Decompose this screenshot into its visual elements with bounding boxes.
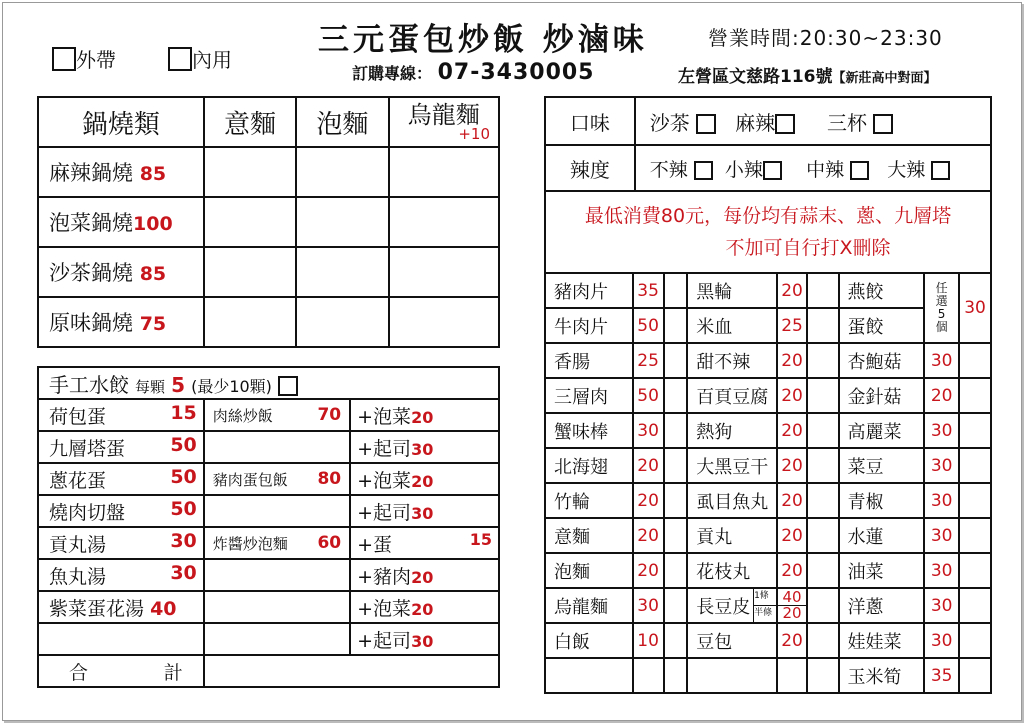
- qty-cell[interactable]: [664, 588, 688, 623]
- dumpling-pick-price: 30: [959, 273, 991, 343]
- lumei-item: 泡麵: [545, 553, 633, 588]
- lumei-item: 蟹味棒: [545, 413, 633, 448]
- side-item: 燒肉切盤 50: [38, 495, 204, 527]
- qty-cell[interactable]: [664, 518, 688, 553]
- side-item: 九層塔蛋 50: [38, 431, 204, 463]
- total-value-cell[interactable]: [204, 655, 499, 687]
- qty-cell[interactable]: [959, 448, 991, 483]
- lumei-item: 杏鮑菇: [839, 343, 925, 378]
- order-cell[interactable]: [296, 297, 388, 347]
- lumei-item: 燕餃: [839, 273, 925, 308]
- addon-item: +泡菜20: [350, 463, 499, 495]
- lumei-price: 20: [777, 448, 807, 483]
- takeout-checkbox[interactable]: [52, 47, 76, 71]
- empty-cell: [807, 658, 839, 693]
- addon-item: +起司30: [350, 623, 499, 655]
- lumei-item: 百頁豆腐: [687, 378, 777, 413]
- lumei-item: [687, 588, 777, 623]
- flavor-checkbox[interactable]: [775, 114, 795, 134]
- pot-row-name: 泡菜鍋燒100: [38, 197, 204, 247]
- lumei-item: 水蓮: [839, 518, 925, 553]
- lumei-item: 玉米筍: [839, 658, 925, 693]
- order-cell[interactable]: [296, 147, 388, 197]
- lumei-item: 牛肉片: [545, 308, 633, 343]
- lumei-table: [544, 272, 992, 694]
- addon-item: +豬肉20: [350, 559, 499, 591]
- qty-cell[interactable]: [664, 273, 688, 308]
- spice-checkbox[interactable]: [694, 161, 713, 180]
- dine-in-option[interactable]: [168, 44, 232, 73]
- udon-extra: +10: [458, 124, 490, 143]
- lumei-price: 20: [777, 553, 807, 588]
- qty-cell[interactable]: [959, 483, 991, 518]
- order-cell[interactable]: [296, 247, 388, 297]
- pot-row-name: 原味鍋燒 75: [38, 297, 204, 347]
- order-line: [352, 60, 595, 85]
- pot-row-price: 85: [139, 163, 167, 185]
- pot-row-price: 75: [139, 313, 167, 335]
- qty-cell[interactable]: [664, 553, 688, 588]
- lumei-price: 30: [924, 588, 959, 623]
- qty-cell[interactable]: [807, 308, 839, 343]
- flavor-label: 口味: [545, 97, 635, 145]
- lumei-item: 貢丸: [687, 518, 777, 553]
- rice-item: 豬肉蛋包飯 80: [204, 463, 350, 495]
- order-cell[interactable]: [296, 197, 388, 247]
- lumei-price: 30: [924, 518, 959, 553]
- dumpling-price: 5: [171, 372, 186, 397]
- dine-in-checkbox[interactable]: [168, 47, 192, 71]
- instant-noodle-header: 泡麵: [296, 97, 388, 147]
- dumpling-per: 每顆: [135, 377, 166, 396]
- spice-checkbox[interactable]: [763, 161, 782, 180]
- qty-cell[interactable]: [807, 518, 839, 553]
- notice-line-1: 最低消費80元，每份均有蒜末、蔥、九層塔: [584, 205, 952, 227]
- takeout-option[interactable]: [52, 44, 116, 73]
- empty-cell: [204, 559, 350, 591]
- dumpling-name: 手工水餃: [49, 372, 129, 397]
- qty-cell[interactable]: [664, 378, 688, 413]
- dumpling-pick-text: 任選5個: [935, 281, 948, 334]
- lumei-price: 20: [633, 483, 664, 518]
- addon-item: +起司30: [350, 495, 499, 527]
- lumei-price: 35: [924, 658, 959, 693]
- lumei-price: 30: [633, 413, 664, 448]
- dumpling-row: [38, 367, 499, 399]
- empty-cell: [204, 495, 350, 527]
- lumei-price: 20: [633, 448, 664, 483]
- empty-cell: [664, 658, 688, 693]
- qty-cell[interactable]: [664, 483, 688, 518]
- lumei-item: 三層肉: [545, 378, 633, 413]
- empty-cell: [777, 658, 807, 693]
- lumei-price: 20: [777, 413, 807, 448]
- empty-cell: [204, 623, 350, 655]
- address: 左營區文慈路116號: [678, 67, 833, 87]
- flavor-options: 沙茶 麻辣 三杯: [635, 97, 991, 145]
- lumei-item: 北海翅: [545, 448, 633, 483]
- qty-cell[interactable]: [959, 623, 991, 658]
- qty-cell[interactable]: [807, 273, 839, 308]
- qty-cell[interactable]: [664, 623, 688, 658]
- flavor-checkbox[interactable]: [696, 114, 716, 134]
- address-note: 【新莊高中對面】: [832, 71, 937, 86]
- qty-cell[interactable]: [807, 448, 839, 483]
- notice-line-2: 不加可自行打X刪除: [725, 237, 891, 259]
- lumei-item: 大黑豆干: [687, 448, 777, 483]
- bean-skin-size: 1條 半條: [753, 589, 776, 622]
- order-cell[interactable]: [389, 147, 499, 197]
- lumei-item: 娃娃菜: [839, 623, 925, 658]
- total-label: 合 計: [38, 655, 204, 687]
- dine-in-label: 內用: [192, 48, 232, 72]
- qty-cell[interactable]: [959, 588, 991, 623]
- lumei-price: 30: [924, 448, 959, 483]
- lumei-price: 20: [777, 343, 807, 378]
- lumei-item: 米血: [687, 308, 777, 343]
- lumei-price: 20: [924, 378, 959, 413]
- dumpling-checkbox[interactable]: [278, 376, 298, 396]
- lumei-item: 黑輪: [687, 273, 777, 308]
- side-item: 貢丸湯 30: [38, 527, 204, 559]
- lumei-price: 20: [633, 518, 664, 553]
- addon-item: +泡菜20: [350, 399, 499, 431]
- lumei-item: 高麗菜: [839, 413, 925, 448]
- udon-header-cell: [389, 97, 499, 147]
- lumei-item: 白飯: [545, 623, 633, 658]
- lumei-item: 熱狗: [687, 413, 777, 448]
- lumei-item: 蛋餃: [839, 308, 925, 343]
- pot-header: 鍋燒類: [38, 97, 204, 147]
- rice-item: 炸醬炒泡麵 60: [204, 527, 350, 559]
- qty-cell[interactable]: [807, 553, 839, 588]
- qty-cell[interactable]: [807, 623, 839, 658]
- spice-label: 辣度: [545, 145, 635, 191]
- lumei-price: 20: [777, 273, 807, 308]
- order-cell[interactable]: [389, 197, 499, 247]
- pot-row-price: 85: [139, 263, 167, 285]
- lumei-item: 花枝丸: [687, 553, 777, 588]
- lumei-item: 烏龍麵: [545, 588, 633, 623]
- lumei-price: 20: [777, 518, 807, 553]
- lumei-item: 竹輪: [545, 483, 633, 518]
- lumei-price: 25: [777, 308, 807, 343]
- lumei-price: 50: [633, 378, 664, 413]
- qty-cell[interactable]: [664, 308, 688, 343]
- addon-item: +蛋 15: [350, 527, 499, 559]
- lumei-item: 菜豆: [839, 448, 925, 483]
- qty-cell[interactable]: [807, 588, 839, 623]
- lumei-item: 甜不辣: [687, 343, 777, 378]
- lumei-item: 豆包: [687, 623, 777, 658]
- qty-cell[interactable]: [959, 413, 991, 448]
- order-cell[interactable]: [204, 197, 296, 247]
- dumpling-min: (最少10顆): [191, 376, 272, 396]
- takeout-label: 外帶: [76, 48, 116, 72]
- flavor-checkbox[interactable]: [873, 114, 893, 134]
- lumei-price: 50: [633, 308, 664, 343]
- lumei-price: 30: [924, 553, 959, 588]
- side-item: 紫菜蛋花湯 40: [38, 591, 204, 623]
- order-cell[interactable]: [204, 297, 296, 347]
- order-cell[interactable]: [204, 147, 296, 197]
- lumei-price: 10: [633, 623, 664, 658]
- qty-cell[interactable]: [959, 378, 991, 413]
- qty-cell[interactable]: [807, 483, 839, 518]
- lumei-item: 油菜: [839, 553, 925, 588]
- side-item: 蔥花蛋 50: [38, 463, 204, 495]
- bean-skin-price: 40 20: [777, 588, 807, 623]
- side-item: 荷包蛋 15: [38, 399, 204, 431]
- qty-cell[interactable]: [807, 343, 839, 378]
- lumei-item: 虱目魚丸: [687, 483, 777, 518]
- sides-table: [37, 366, 500, 688]
- spice-checkbox[interactable]: [850, 161, 869, 180]
- qty-cell[interactable]: [664, 413, 688, 448]
- lumei-price: 30: [924, 343, 959, 378]
- pot-row-price: 100: [133, 213, 173, 235]
- rice-item: 肉絲炒飯 70: [204, 399, 350, 431]
- lumei-price: 25: [633, 343, 664, 378]
- lumei-price: 30: [924, 483, 959, 518]
- empty-cell: [204, 591, 350, 623]
- qty-cell[interactable]: [959, 658, 991, 693]
- addon-item: +泡菜20: [350, 591, 499, 623]
- dumpling-pick-note: [924, 273, 959, 343]
- bean-skin-name: 長豆皮: [696, 596, 751, 618]
- empty-cell: [38, 623, 204, 655]
- pot-row-name: 沙茶鍋燒 85: [38, 247, 204, 297]
- pot-row-name: 麻辣鍋燒 85: [38, 147, 204, 197]
- order-cell[interactable]: [389, 297, 499, 347]
- address-line: [678, 62, 937, 87]
- empty-cell: [204, 431, 350, 463]
- qty-cell[interactable]: [959, 553, 991, 588]
- qty-cell[interactable]: [664, 343, 688, 378]
- pot-noodle-table: [37, 96, 500, 348]
- qty-cell[interactable]: [807, 413, 839, 448]
- lumei-item: 香腸: [545, 343, 633, 378]
- side-item: 魚丸湯 30: [38, 559, 204, 591]
- order-label: 訂購專線：: [352, 64, 433, 83]
- lumei-price: 30: [633, 588, 664, 623]
- lumei-item: 青椒: [839, 483, 925, 518]
- qty-cell[interactable]: [807, 378, 839, 413]
- addon-item: +起司30: [350, 431, 499, 463]
- phone-number: 07-3430005: [437, 60, 595, 85]
- business-hours: 營業時間:20:30~23:30: [708, 26, 943, 50]
- qty-cell[interactable]: [664, 448, 688, 483]
- shop-title: 三元蛋包炒飯 炒滷味: [318, 22, 648, 58]
- lumei-item: 意麵: [545, 518, 633, 553]
- order-cell[interactable]: [204, 247, 296, 297]
- empty-cell: [633, 658, 664, 693]
- yi-noodle-header: 意麵: [204, 97, 296, 147]
- lumei-price: 20: [777, 378, 807, 413]
- lumei-price: 35: [633, 273, 664, 308]
- empty-cell: [687, 658, 777, 693]
- lumei-price: 20: [777, 623, 807, 658]
- empty-cell: [545, 658, 633, 693]
- flavor-spice-table: [544, 96, 992, 274]
- lumei-item: 金針菇: [839, 378, 925, 413]
- spice-options: 不辣 小辣 中辣 大辣: [635, 145, 991, 191]
- qty-cell[interactable]: [959, 343, 991, 378]
- lumei-price: 30: [924, 413, 959, 448]
- lumei-item: 洋蔥: [839, 588, 925, 623]
- lumei-item: 豬肉片: [545, 273, 633, 308]
- lumei-price: 20: [633, 553, 664, 588]
- udon-header: 烏龍麵: [407, 100, 480, 129]
- qty-cell[interactable]: [959, 518, 991, 553]
- lumei-price: 30: [924, 623, 959, 658]
- lumei-price: 20: [777, 483, 807, 518]
- order-cell[interactable]: [389, 247, 499, 297]
- spice-checkbox[interactable]: [931, 161, 950, 180]
- notice-cell: [545, 191, 991, 273]
